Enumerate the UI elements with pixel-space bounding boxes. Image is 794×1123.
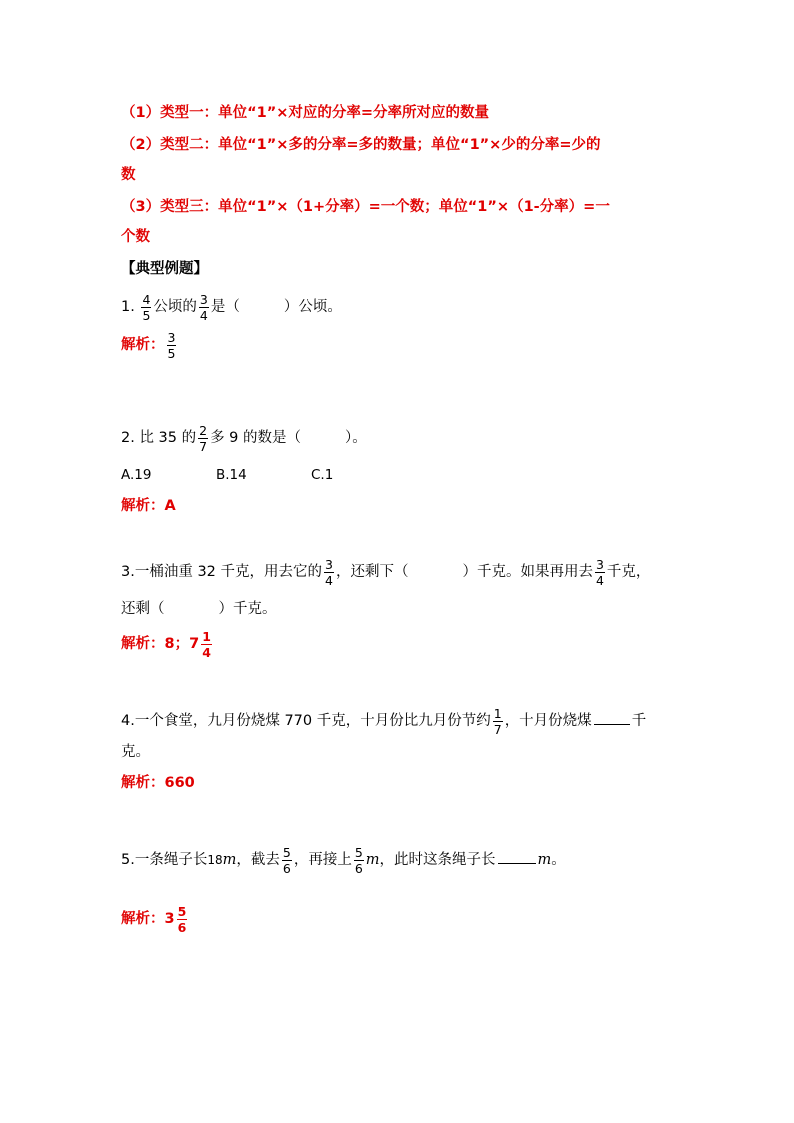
section-title: 【典型例题】 [121,261,208,277]
type-three-line: （3）类型三：单位“1”×（1+分率）=一个数；单位“1”×（1-分率）=一 [121,199,610,215]
question-3: 3.一桶油重 32 千克，用去它的 $\frac{3}{4}$ ，还剩下（ ）千克。如果再用去 $\frac{3}{4}$ 千克， [121,556,651,588]
option-b: B.14 [216,467,247,483]
fraction: $\frac{4}{5}$ [142,291,151,323]
option-c: C.1 [311,467,334,483]
fraction: $\frac{5}{6}$ [282,844,291,876]
question-4: 4.一个食堂，九月份烧煤 770 千克，十月份比九月份节约 $\frac{1}{7}$ ，十月份烧煤 千 [121,705,647,737]
question-1: 1. $\frac{4}{5}$ 公顷的 $\frac{3}{4}$ 是（ ）公顷。 [121,291,342,323]
type-one-line: （1）类型一：单位“1”×对应的分率=分率所对应的数量 [121,105,490,121]
fraction: $\frac{1}{4}$ [202,628,211,660]
question-5: 5.一条绳子长18m，截去 $\frac{5}{6}$ ，再接上 $\frac{5}{6}$ m，此时这条绳子长 m。 [121,844,566,876]
question-2-options [121,465,333,485]
fraction: $\frac{5}{6}$ [354,844,363,876]
answer-5: 解析：3 $\frac{5}{6}$ [121,903,187,935]
fraction: $\frac{3}{4}$ [325,556,333,588]
fraction: $\frac{3}{4}$ [199,291,208,323]
question-2: 2. 比 35 的 $\frac{2}{7}$ 多 9 的数是（ ）。 [121,422,367,454]
fraction: $\frac{5}{6}$ [177,903,187,935]
fraction: $\frac{2}{7}$ [199,422,208,454]
answer-2: 解析：A [121,498,176,514]
answer-3: 解析：8；7 $\frac{1}{4}$ [121,628,211,660]
answer-1: 解析： $\frac{3}{5}$ [121,329,176,361]
fraction: $\frac{3}{5}$ [167,329,176,361]
question-3-cont: 还剩（ ）千克。 [121,601,277,617]
option-a: A.19 [121,467,152,483]
type-two-line: （2）类型二：单位“1”×多的分率=多的数量；单位“1”×少的分率=少的 [121,137,601,153]
fraction: $\frac{3}{4}$ [595,556,604,588]
fraction: $\frac{1}{7}$ [493,705,502,737]
fill-blank [498,849,536,864]
type-two-line-cont: 数 [121,167,136,183]
question-4-cont: 克。 [121,744,150,760]
type-three-line-cont: 个数 [121,229,150,245]
answer-4: 解析：660 [121,775,195,791]
fill-blank [594,710,630,725]
